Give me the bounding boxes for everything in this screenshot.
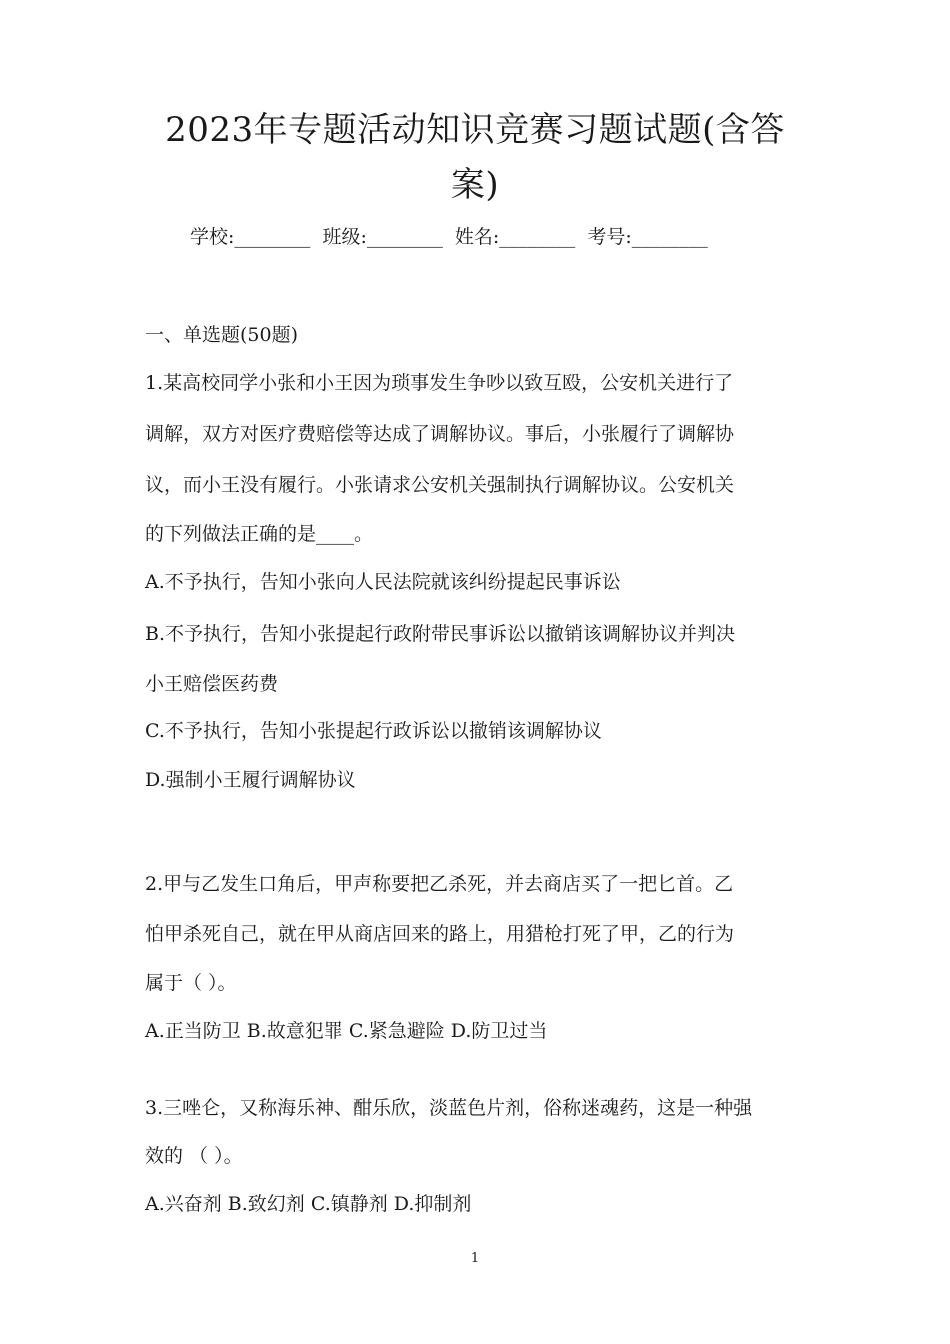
student-info-line — [190, 223, 714, 251]
question-1-option-d: D.强制小王履行调解协议 — [145, 769, 356, 791]
question-1-option-b: B.不予执行，告知小张提起行政附带民事诉讼以撤销该调解协议并判决 — [145, 623, 736, 645]
question-1-option-b-cont: 小王赔偿医药费 — [145, 673, 279, 695]
question-3-line-1: 3.三唑仑，又称海乐神、酣乐欣，淡蓝色片剂，俗称迷魂药，这是一种强 — [145, 1097, 753, 1119]
title-line-1: 2023年专题活动知识竞赛习题试题(含答 — [165, 110, 785, 150]
page-number: 1 — [470, 1251, 480, 1266]
question-1-line-2: 调解，双方对医疗费赔偿等达成了调解协议。事后，小张履行了调解协 — [145, 423, 735, 445]
question-2-line-1: 2.甲与乙发生口角后，甲声称要把乙杀死，并去商店买了一把匕首。乙 — [145, 873, 734, 895]
school-field: 学校:________ — [190, 226, 311, 248]
question-1-option-c: C.不予执行，告知小张提起行政诉讼以撤销该调解协议 — [145, 720, 602, 742]
question-3-line-2: 效的 （ ）。 — [145, 1145, 243, 1167]
question-1-line-3: 议，而小王没有履行。小张请求公安机关强制执行调解协议。公安机关 — [145, 474, 735, 496]
question-1-line-1: 1.某高校同学小张和小王因为琐事发生争吵以致互殴，公安机关进行了 — [145, 372, 734, 394]
question-1-line-4: 的下列做法正确的是____。 — [145, 523, 374, 545]
name-field: 姓名:________ — [454, 226, 576, 248]
title-line-2: 案) — [450, 165, 500, 205]
exam-number-field: 考号:________ — [587, 226, 708, 248]
question-2-line-3: 属于（ ）。 — [145, 972, 237, 994]
question-3-options: A.兴奋剂 B.致幻剂 C.镇静剂 D.抑制剂 — [145, 1193, 472, 1215]
question-2-options: A.正当防卫 B.故意犯罪 C.紧急避险 D.防卫过当 — [145, 1020, 548, 1042]
question-2-line-2: 怕甲杀死自己，就在甲从商店回来的路上，用猎枪打死了甲，乙的行为 — [145, 923, 735, 945]
section-heading: 一、单选题(50题) — [145, 324, 299, 346]
question-1-option-a: A.不予执行，告知小张向人民法院就该纠纷提起民事诉讼 — [145, 571, 621, 593]
class-field: 班级:________ — [322, 226, 443, 248]
document-title — [140, 103, 810, 213]
